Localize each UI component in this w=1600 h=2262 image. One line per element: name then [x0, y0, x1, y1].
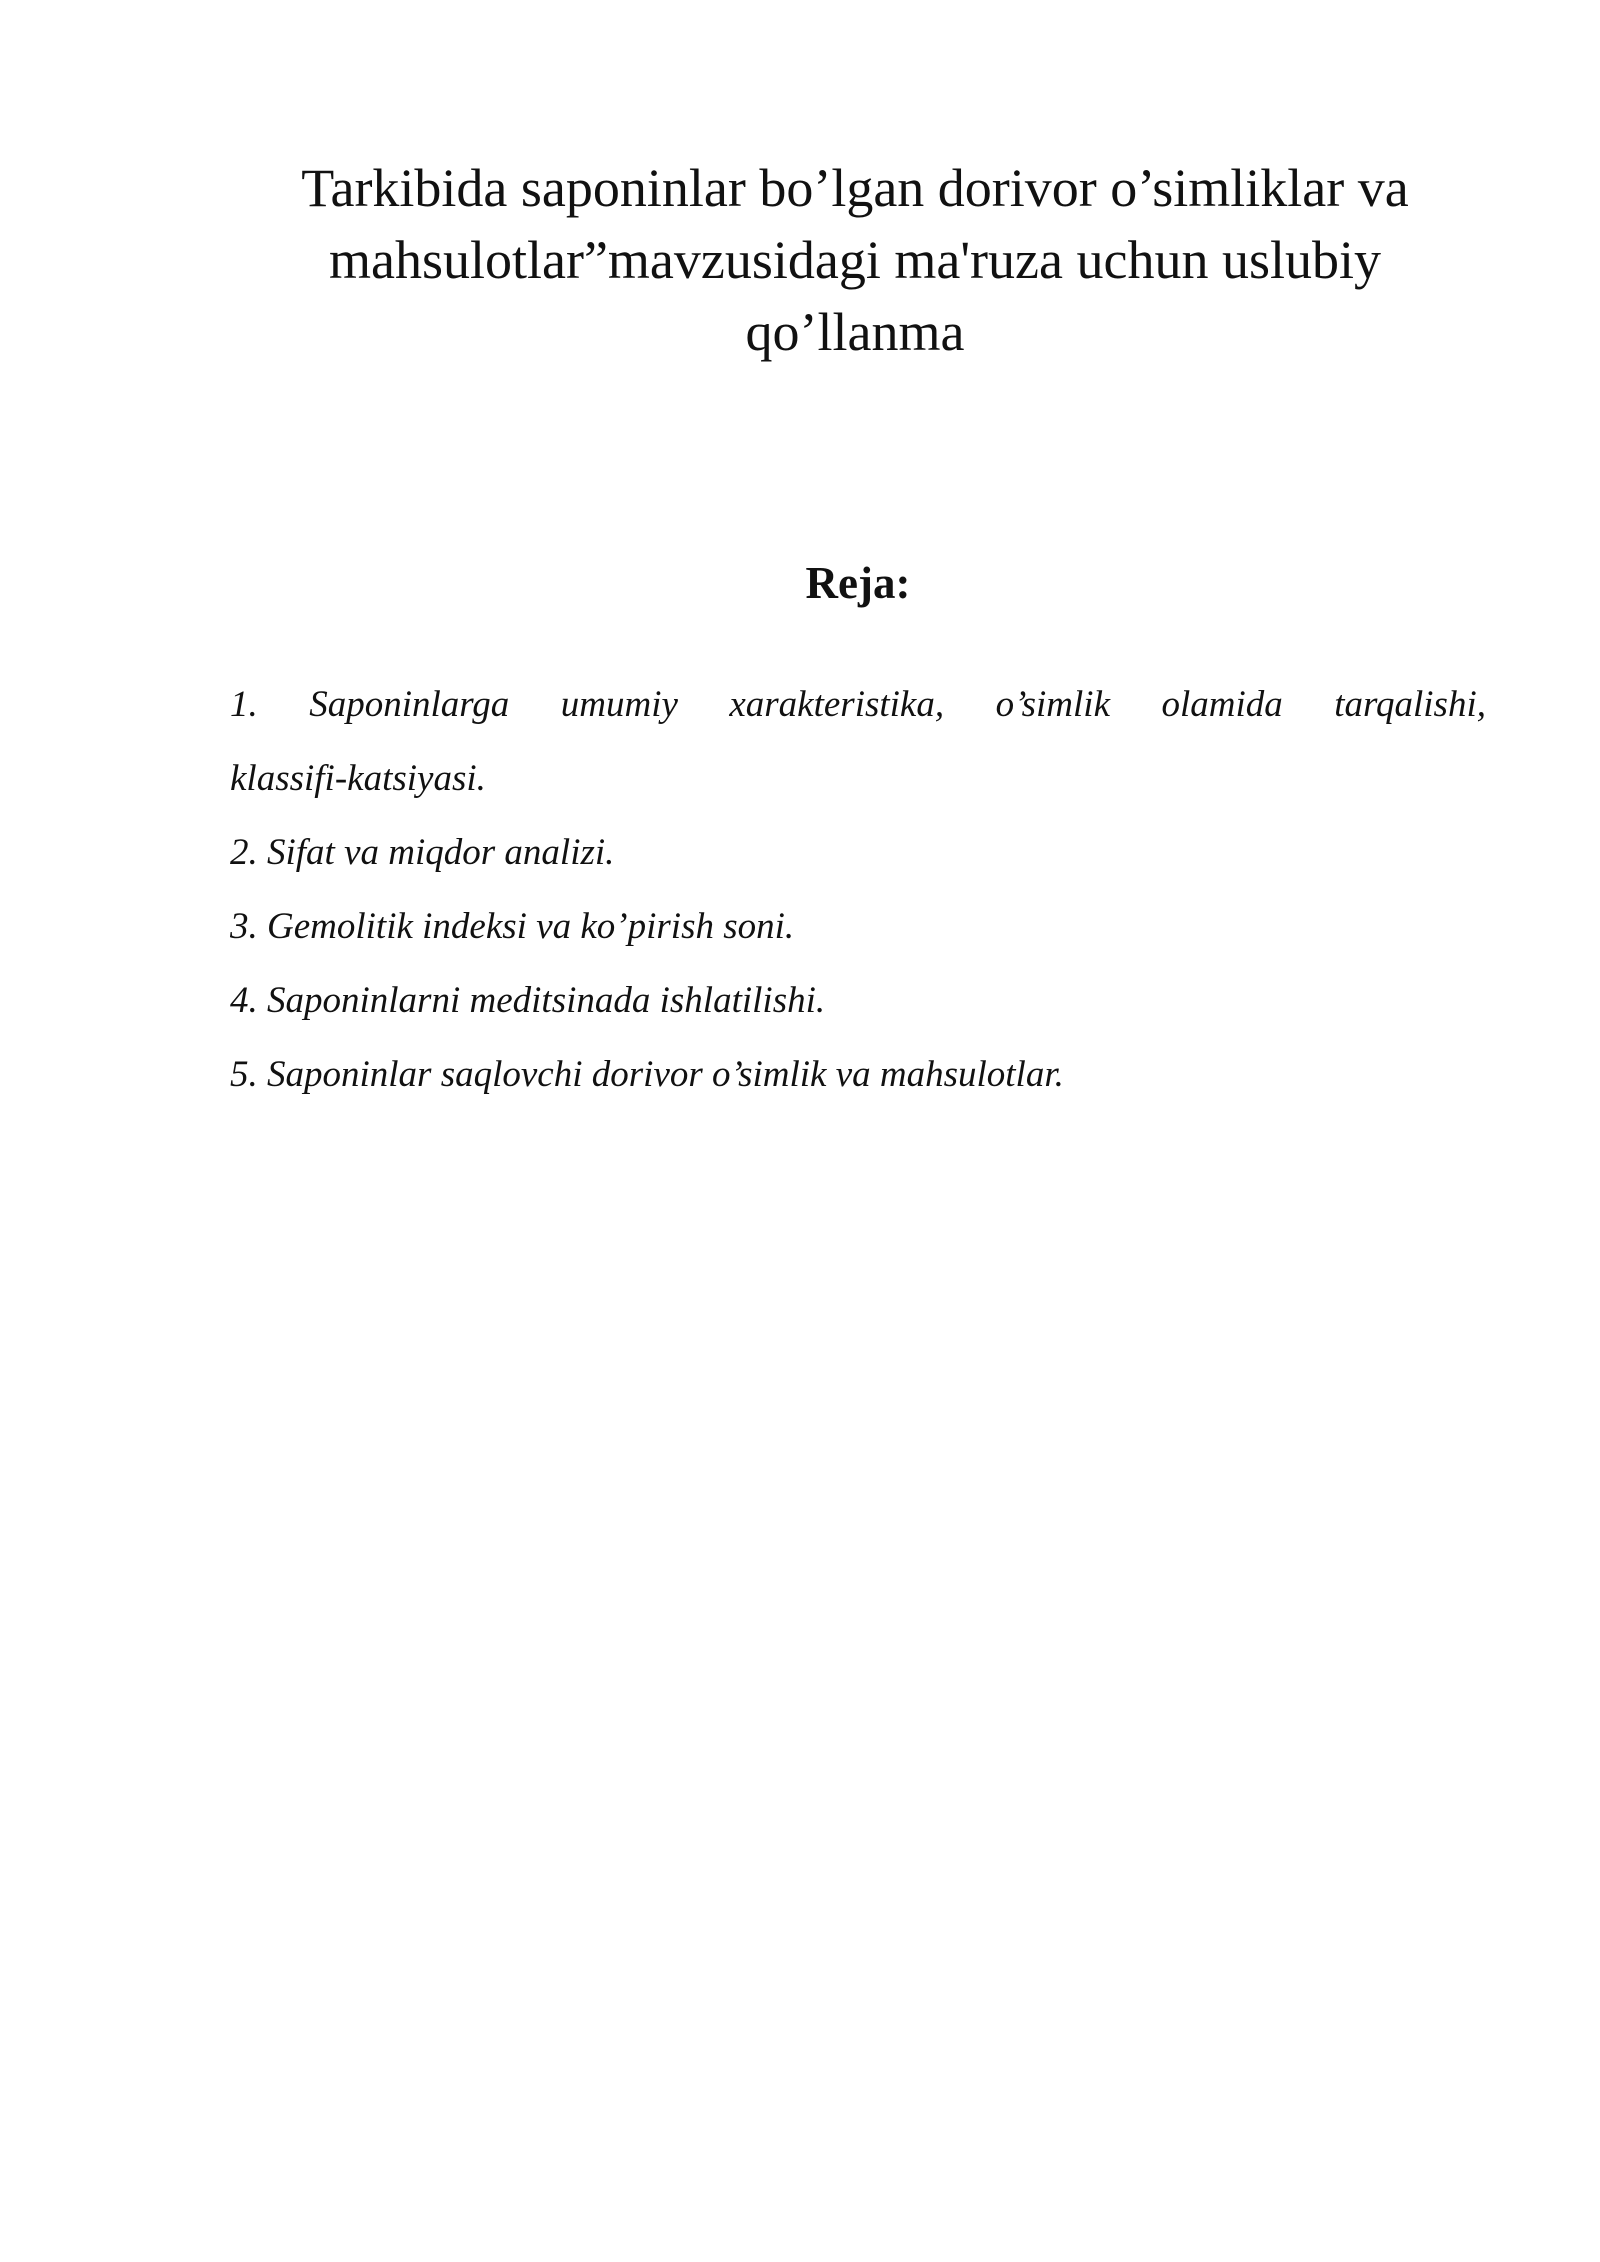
plan-heading: Reja:: [805, 558, 911, 608]
plan-item-2: 2. Sifat va miqdor analizi.: [230, 832, 615, 873]
plan-item-3: 3. Gemolitik indeksi va ko’pirish soni.: [230, 906, 795, 947]
title-line: mahsulotlar”mavzusidagi ma'ruza uchun uslubiy: [329, 230, 1381, 290]
plan-item-1-line-2: klassifi-katsiyasi.: [230, 758, 486, 799]
plan-item-4: 4. Saponinlarni meditsinada ishlatilishi.: [230, 980, 826, 1021]
plan-list: [230, 668, 1486, 1112]
document-title: [230, 152, 1480, 368]
plan-item-1: [230, 668, 1486, 816]
plan-item-1-line-1: 1. Saponinlarga umumiy xarakteristika, o’simlik olamida tarqalishi,: [230, 684, 1486, 725]
title-line: Tarkibida saponinlar bo’lgan dorivor o’simliklar va: [301, 158, 1409, 218]
plan-item-5: 5. Saponinlar saqlovchi dorivor o’simlik va mahsulotlar.: [230, 1054, 1064, 1095]
title-line: qo’llanma: [745, 302, 965, 362]
